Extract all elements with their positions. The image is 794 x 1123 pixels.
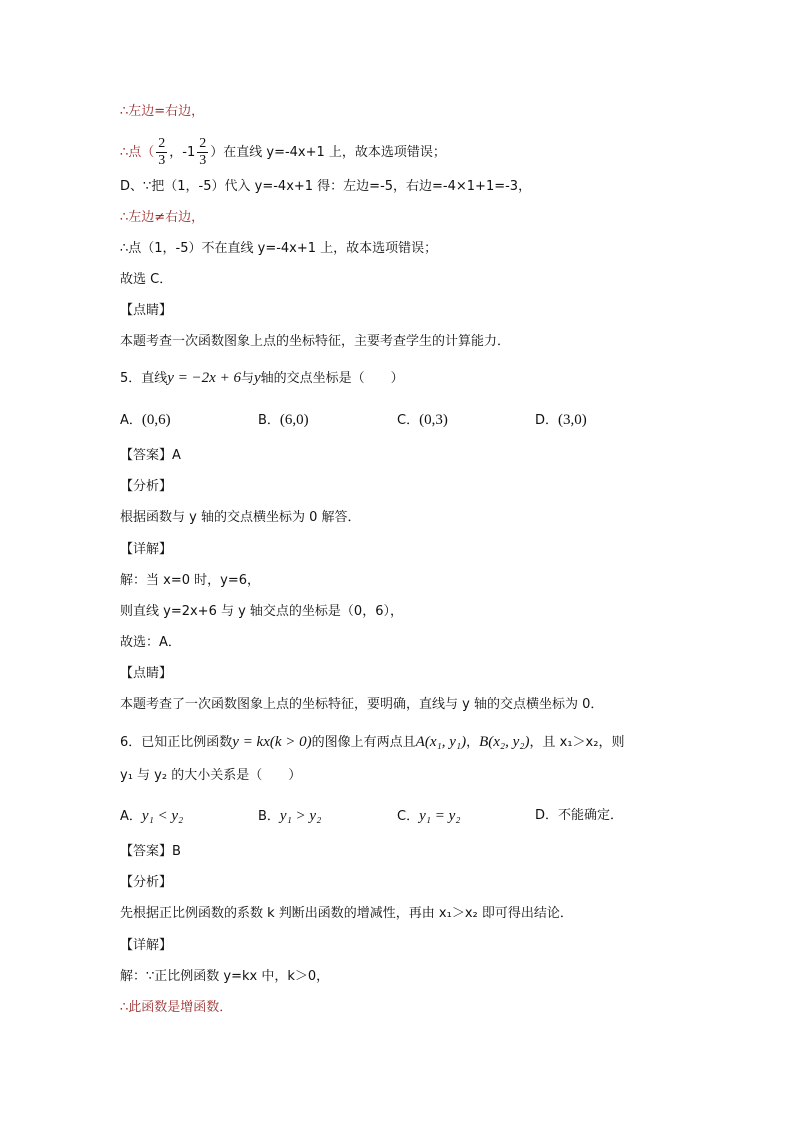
separator: ，-1 [169, 145, 196, 160]
section-heading: 【点睛】 [120, 666, 173, 681]
fraction [156, 136, 167, 169]
text-line: 根据函数与 y 轴的交点横坐标为 0 解答． [120, 510, 361, 525]
option-d: D．不能确定． [535, 808, 624, 823]
section-heading: 【点睛】 [120, 303, 173, 318]
option-d [535, 410, 587, 431]
answer-line: 【答案】A [120, 448, 181, 463]
option-value: (3,0) [558, 412, 587, 428]
option-value: y₁ = y₂ [419, 808, 461, 824]
point-suffix: ）在直线 y=-4x+1 上，故本选项错误； [210, 145, 446, 160]
text-line: 本题考查一次函数图象上点的坐标特征，主要考查学生的计算能力． [120, 334, 511, 349]
text-line: D、∵把（1，-5）代入 y=-4x+1 得：左边=-5，右边=-4×1+1=-3， [120, 179, 532, 194]
option-value: (0,6) [141, 412, 171, 428]
option-label: C． [397, 809, 420, 824]
option-label: B． [258, 809, 280, 824]
point-prefix: ∴点（ [120, 145, 155, 160]
option-label: C． [397, 413, 420, 428]
denominator: 3 [199, 153, 207, 168]
section-heading: 【分析】 [120, 479, 173, 494]
option-label: A． [120, 413, 142, 428]
option-c [397, 410, 448, 431]
text-line: 故选 C． [120, 272, 173, 287]
option-b [258, 410, 309, 431]
question-6 [120, 732, 624, 753]
numerator: 2 [199, 136, 207, 151]
option-label: B． [258, 413, 280, 428]
text-line: 解：∵正比例函数 y=kx 中，k＞0， [120, 969, 330, 984]
point-b: B(x₂, y₂) [479, 734, 530, 750]
option-label: D． [535, 413, 559, 428]
fraction [197, 136, 208, 169]
point-a: A(x₁, y₁) [415, 734, 467, 750]
option-a [120, 806, 183, 827]
answer-line: 【答案】B [120, 844, 181, 859]
text-line: ∴左边≠右边， [120, 210, 205, 225]
text: ， [466, 735, 480, 750]
question-number: 6．已知正比例函数 [120, 735, 233, 750]
option-a [120, 410, 171, 431]
text-line: 先根据正比例函数的系数 k 判断出函数的增减性，再由 x₁＞x₂ 即可得出结论． [120, 906, 573, 921]
text-line: 解：当 x=0 时，y=6， [120, 573, 260, 588]
section-heading: 【分析】 [120, 875, 173, 890]
text: ，且 x₁＞x₂，则 [529, 735, 625, 750]
text-line: 故选：A． [120, 635, 181, 650]
text: 的图像上有两点且 [311, 735, 416, 750]
text-line: ∴点（1，-5）不在直线 y=-4x+1 上，故本选项错误； [120, 241, 438, 256]
variable: y [253, 370, 261, 386]
text: 与 [240, 371, 254, 386]
option-value: (6,0) [279, 412, 309, 428]
text: 轴的交点坐标是（ ） [260, 371, 404, 386]
equation: y = −2x + 6 [167, 370, 241, 386]
text-line: ∴左边=右边， [120, 104, 205, 119]
option-value: y₁ > y₂ [279, 808, 322, 824]
numerator: 2 [158, 136, 166, 151]
section-heading: 【详解】 [120, 938, 173, 953]
option-label: A． [120, 809, 142, 824]
text-line: 本题考查了一次函数图象上点的坐标特征，要明确，直线与 y 轴的交点横坐标为 0． [120, 697, 604, 712]
option-b [258, 806, 321, 827]
question-5 [120, 368, 404, 389]
denominator: 3 [158, 153, 166, 168]
option-c [397, 806, 460, 827]
question-number: 5．直线 [120, 371, 168, 386]
text-line: ∴此函数是增函数． [120, 1000, 233, 1015]
equation: y = kx(k > 0) [232, 734, 312, 750]
text-line: y₁ 与 y₂ 的大小关系是（ ） [120, 768, 302, 783]
text-line-with-fractions [120, 136, 446, 169]
section-heading: 【详解】 [120, 542, 173, 557]
option-value: y₁ < y₂ [141, 808, 184, 824]
option-value: (0,3) [419, 412, 448, 428]
text-line: 则直线 y=2x+6 与 y 轴交点的坐标是（0，6）， [120, 604, 403, 619]
